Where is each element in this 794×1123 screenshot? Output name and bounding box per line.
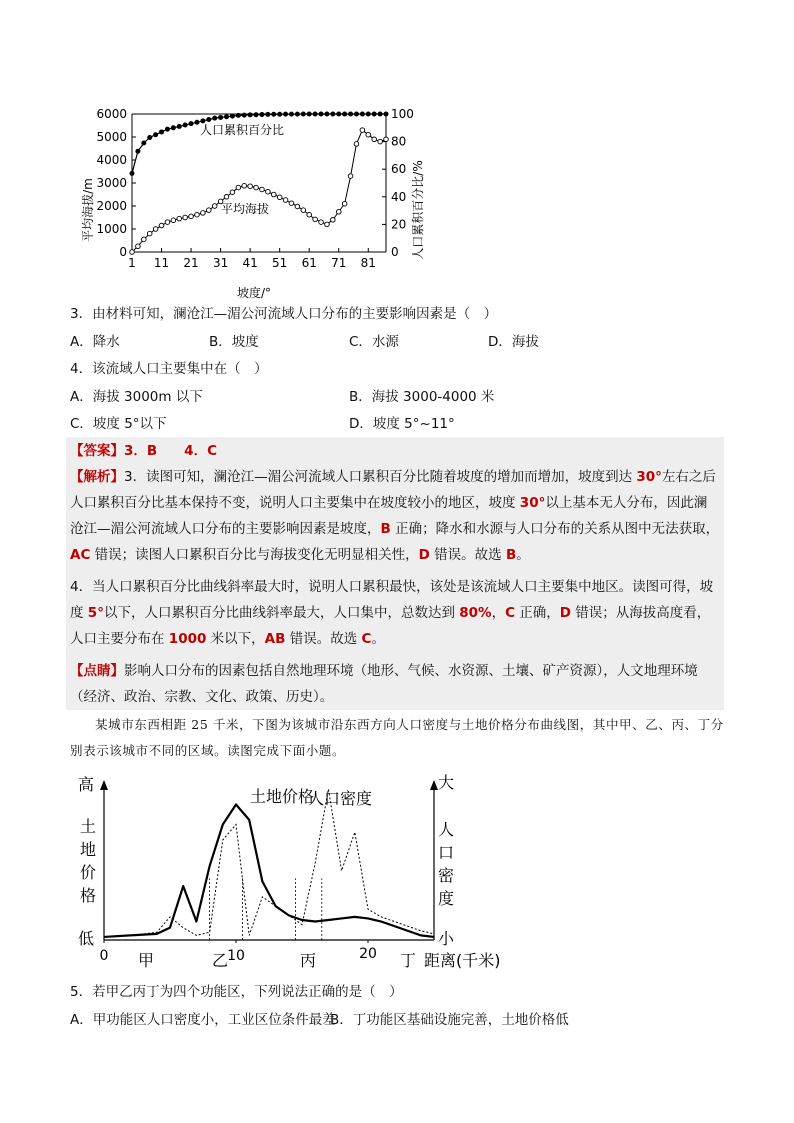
altitude-point [336,209,341,214]
chart1-right-tick-label: 100 [391,107,414,121]
cumulative-point [342,112,347,117]
cumulative-point [354,112,359,117]
q5-stem: 5．若甲乙丙丁为四个功能区，下列说法正确的是（ ） [70,984,403,1000]
cumulative-point [171,125,176,130]
cumulative-point [230,114,235,119]
altitude-point [224,195,229,200]
altitude-point [331,218,336,223]
cumulative-point [212,116,217,121]
population-density-curve [104,789,434,937]
chart2-curves [104,789,434,940]
chart1-right-tick-label: 60 [391,162,407,177]
altitude-point [159,223,164,228]
cumulative-point [348,112,353,117]
q5-option-a[interactable]: A．甲功能区人口密度小，工业区位条件最差 [70,1012,336,1028]
q4-option-b[interactable]: B．海拔 3000-4000 米 [349,389,495,405]
region-bing: 丙 [299,951,317,970]
alt-series-label: 平均海拔 [220,202,270,216]
cumulative-point [236,113,241,118]
chart2-left-label-3: 价 [79,863,97,882]
answer-line [70,442,217,460]
region-jia: 甲 [137,951,155,970]
altitude-point [153,227,158,232]
altitude-point [301,208,306,213]
altitude-series [130,128,389,255]
chart1-x-tick-label: 81 [360,256,376,270]
cumulative-point [324,112,329,117]
q3-option-a[interactable]: A．降水 [70,334,120,350]
x-tick-20: 20 [359,946,377,962]
q3-option-c[interactable]: C．水源 [349,334,399,350]
chart2-left-label-1: 土 [79,817,97,836]
tip-paragraph: 【点睛】影响人口分布的因素包括自然地理环境（地形、气候、水资源、土壤、矿产资源），人文地理环境（经济、政治、宗教、文化、政策、历史）。 [70,663,698,705]
altitude-point [277,195,282,200]
altitude-point [142,237,147,242]
altitude-point [260,187,265,192]
cumulative-point [206,117,211,122]
altitude-point [319,220,324,225]
land-price-population-chart [70,768,520,973]
chart1-x-axis-label: 坡度/° [236,286,272,300]
population-curve-label: 人口密度 [308,789,373,808]
chart1-right-tick-label: 0 [391,245,399,259]
chart1-left-tick-label: 6000 [96,107,127,121]
altitude-point [130,250,135,255]
region-yi: 乙 [211,951,229,970]
altitude-point [313,217,318,222]
chart1-x-tick-label: 41 [242,256,258,270]
altitude-point [171,218,176,223]
region-ding: 丁 [399,951,417,970]
cumulative-point [313,112,318,117]
cumulative-point [165,127,170,132]
x-tick-10: 10 [227,948,245,964]
chart2-x-axis-label: 距离(千米) [424,951,501,970]
cumulative-point [277,112,282,117]
chart1-right-tick-label: 40 [391,189,407,204]
chart2-left-top: 高 [77,775,95,794]
chart1-x-tick-label: 11 [153,256,170,270]
chart1-left-tick-label: 0 [119,245,127,259]
chart2-right-arrow-icon [430,780,438,790]
altitude-point [177,216,182,221]
cumulative-point [301,112,306,117]
cumulative-point [360,112,365,117]
cumulative-point [159,129,164,134]
land-price-curve [104,804,434,936]
altitude-point [183,215,188,220]
cumulative-point [372,112,377,117]
land-price-curve-label: 土地价格 [250,787,315,806]
chart2-left-label-4: 格 [79,886,97,905]
chart2-right-label-3: 密 [437,866,455,885]
altitude-point [165,220,170,225]
cumulative-point [189,121,194,126]
analysis-tag: 【解析】 [70,469,124,485]
slope-altitude-chart [70,100,450,300]
altitude-point [378,139,383,144]
altitude-point [366,132,371,137]
q4-option-a[interactable]: A．海拔 3000m 以下 [70,389,203,405]
chart1-x-tick-label: 61 [301,256,317,270]
cumulative-point [242,113,247,118]
cumulative-point [378,112,383,117]
chart1-x-tick-label: 51 [272,256,288,270]
analysis-q4: 4．当人口累积百分比曲线斜率最大时，说明人口累积最快，该处是该流域人口主要集中地区。读图可得，坡度 5°以下，人口累积百分比曲线斜率最大，人口集中，总数达到 80%，C 正确，D 错误；从海拔高度看，人口主要分布在 1000 米以下，AB 错误。故选 C。 [70,579,714,647]
chart1-x-tick-label: 21 [183,256,199,270]
cumulative-point [259,112,264,117]
chart2-right-label-1: 人 [437,820,455,839]
cumulative-point [271,112,276,117]
altitude-point [254,185,259,190]
x-tick-0: 0 [99,948,109,964]
chart1-left-tick-label: 2000 [96,199,127,213]
cumulative-point [295,112,300,117]
altitude-point [289,201,294,206]
cumulative-point [147,135,152,140]
chart2-left-label-2: 地 [79,840,97,859]
chart2-right-label-2: 口 [437,843,455,862]
cumulative-point [224,114,229,119]
chart2-left-arrow-icon [100,780,108,790]
altitude-point [372,137,377,142]
altitude-point [147,231,152,236]
q4-stem: 4．该流域人口主要集中在（ ） [70,361,268,377]
cumulative-point [283,112,288,117]
altitude-point [348,174,353,179]
cum-series-label: 人口累积百分比 [199,123,285,137]
cumulative-series [130,112,389,176]
q3-option-b[interactable]: B．坡度 [209,334,259,350]
analysis-q3: 【解析】3．读图可知，澜沧江—湄公河流域人口累积百分比随着坡度的增加而增加，坡度到达 30°左右之后人口累积百分比基本保持不变，说明人口主要集中在坡度较小的地区，坡度 30°以上基本无人分布，因此澜沧江—湄公河流域人口分布的主要影响因素是坡度，B 正确；降水和水源与人口分布的关系从图中无法获取，AC 错误；读图人口累积百分比与海拔变化无明显相关性，D 错误。故选 B。 [70,469,720,563]
chart1-left-tick-label: 5000 [96,130,127,144]
cumulative-point [135,149,140,154]
altitude-point [206,208,211,213]
cumulative-point [194,120,199,125]
cumulative-point [336,112,341,117]
chart2-right-bottom: 小 [437,929,455,948]
altitude-point [195,212,200,217]
question-intro: 某城市东西相距 25 千米，下图为该城市沿东西方向人口密度与土地价格分布曲线图，其中甲、乙、丙、丁分别表示该城市不同的区域。读图完成下面小题。 [70,717,724,758]
chart2-left-bottom: 低 [77,929,95,948]
q4-option-d[interactable]: D．坡度 5°~11° [349,416,455,432]
cumulative-point [130,171,135,176]
altitude-line [132,130,386,252]
altitude-point [201,211,206,216]
chart2-right-top: 大 [437,773,455,792]
altitude-point [342,201,347,206]
altitude-point [266,189,271,194]
cumulative-point [265,112,270,117]
altitude-point [248,184,253,189]
altitude-point [236,185,241,190]
chart1-x-tick-label: 31 [212,256,229,270]
q3-stem: 3．由材料可知，澜沧江—湄公河流域人口分布的主要影响因素是（ ） [70,306,498,322]
q4-option-c[interactable]: C．坡度 5°以下 [70,416,167,432]
chart2-right-label-4: 度 [437,889,455,908]
altitude-point [325,222,330,227]
chart1-right-axis-label: 人口累积百分比/% [411,160,425,260]
altitude-point [295,204,300,209]
altitude-point [354,142,359,147]
chart1-right-tick-label: 80 [391,134,407,149]
altitude-point [360,128,365,133]
chart1-left-axis-label: 平均海拔/m [81,178,95,242]
altitude-point [384,137,389,142]
cumulative-point [183,123,188,128]
cumulative-point [177,124,182,129]
chart1-x-tick-label: 71 [331,256,347,270]
altitude-point [283,198,288,203]
altitude-point [271,192,276,197]
altitude-point [212,204,217,209]
cumulative-point [218,115,223,120]
cumulative-point [254,112,259,117]
q3-option-d[interactable]: D．海拔 [488,334,539,350]
cumulative-point [289,112,294,117]
cumulative-point [307,112,312,117]
chart1-left-tick-label: 3000 [96,176,127,190]
cumulative-point [330,112,335,117]
cumulative-point [384,112,389,117]
chart1-left-tick-label: 4000 [96,153,127,167]
tip-tag: 【点睛】 [70,663,124,679]
cumulative-point [248,112,253,117]
cumulative-point [153,132,158,137]
chart1-left-tick-label: 1000 [96,222,127,236]
cumulative-point [366,112,371,117]
q5-option-b[interactable]: B．丁功能区基础设施完善，土地价格低 [330,1012,569,1028]
altitude-point [242,183,247,188]
answer-text: 3．B 4．C [124,443,217,459]
cumulative-point [141,140,146,145]
chart1-x-tick-label: 1 [128,256,136,270]
cumulative-point [319,112,324,117]
altitude-point [307,212,312,217]
chart1-right-tick-label: 20 [391,217,407,232]
altitude-point [189,214,194,219]
altitude-point [136,244,141,249]
altitude-point [230,190,235,195]
answer-tag: 【答案】 [70,443,124,459]
